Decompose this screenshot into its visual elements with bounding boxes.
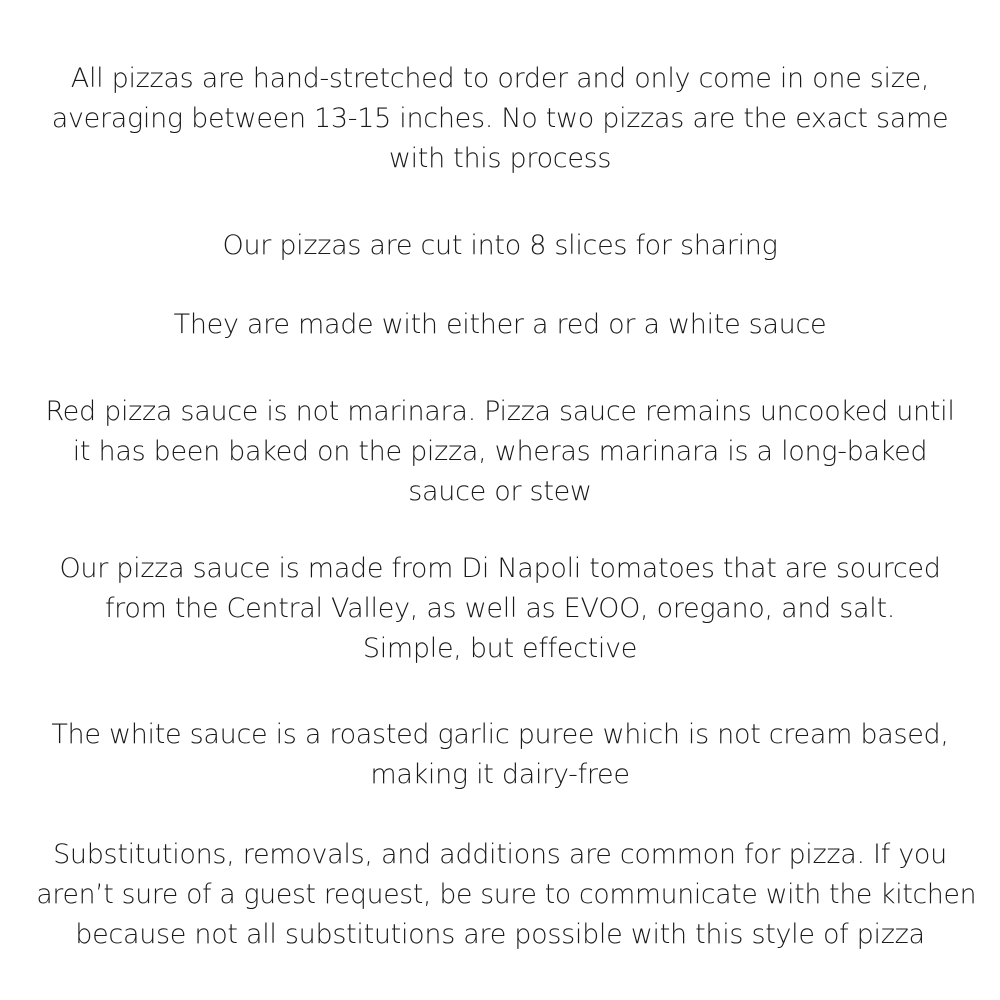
text-line: Our pizzas are cut into 8 slices for sharing — [222, 230, 778, 261]
text-line: All pizzas are hand-stretched to order and only come in one size, — [70, 63, 930, 94]
text-line: The white sauce is a roasted garlic puree which is not cream based, — [51, 719, 949, 750]
text-line: aren’t sure of a guest request, be sure to communicate with the kitchen — [36, 879, 977, 910]
text-line: because not all substitutions are possible with this style of pizza — [75, 919, 925, 950]
text-line: Substitutions, removals, and additions are common for pizza. If you — [53, 839, 947, 870]
text-line: averaging between 13-15 inches. No two pizzas are the exact same — [51, 103, 949, 134]
text-line: Our pizza sauce is made from Di Napoli tomatoes that are sourced — [59, 553, 941, 584]
text-line: Simple, but effective — [362, 633, 638, 664]
text-line: it has been baked on the pizza, wheras marinara is a long-baked — [72, 436, 928, 467]
text-line: making it dairy-free — [370, 759, 630, 790]
paragraph-slices — [30, 226, 970, 266]
paragraph-red-sauce — [30, 392, 970, 512]
text-line: from the Central Valley, as well as EVOO, oregano, and salt. — [104, 593, 896, 624]
paragraph-substitutions — [30, 835, 977, 955]
text-line: sauce or stew — [408, 476, 592, 507]
paragraph-white-sauce — [30, 715, 970, 795]
text-line: Red pizza sauce is not marinara. Pizza sauce remains uncooked until — [45, 396, 955, 427]
text-line: They are made with either a red or a white sauce — [173, 309, 827, 340]
paragraph-hand-stretched — [30, 59, 970, 179]
text-line: with this process — [388, 143, 612, 174]
paragraph-sauce-ingredients — [30, 549, 970, 669]
paragraph-sauce-options — [30, 305, 970, 345]
